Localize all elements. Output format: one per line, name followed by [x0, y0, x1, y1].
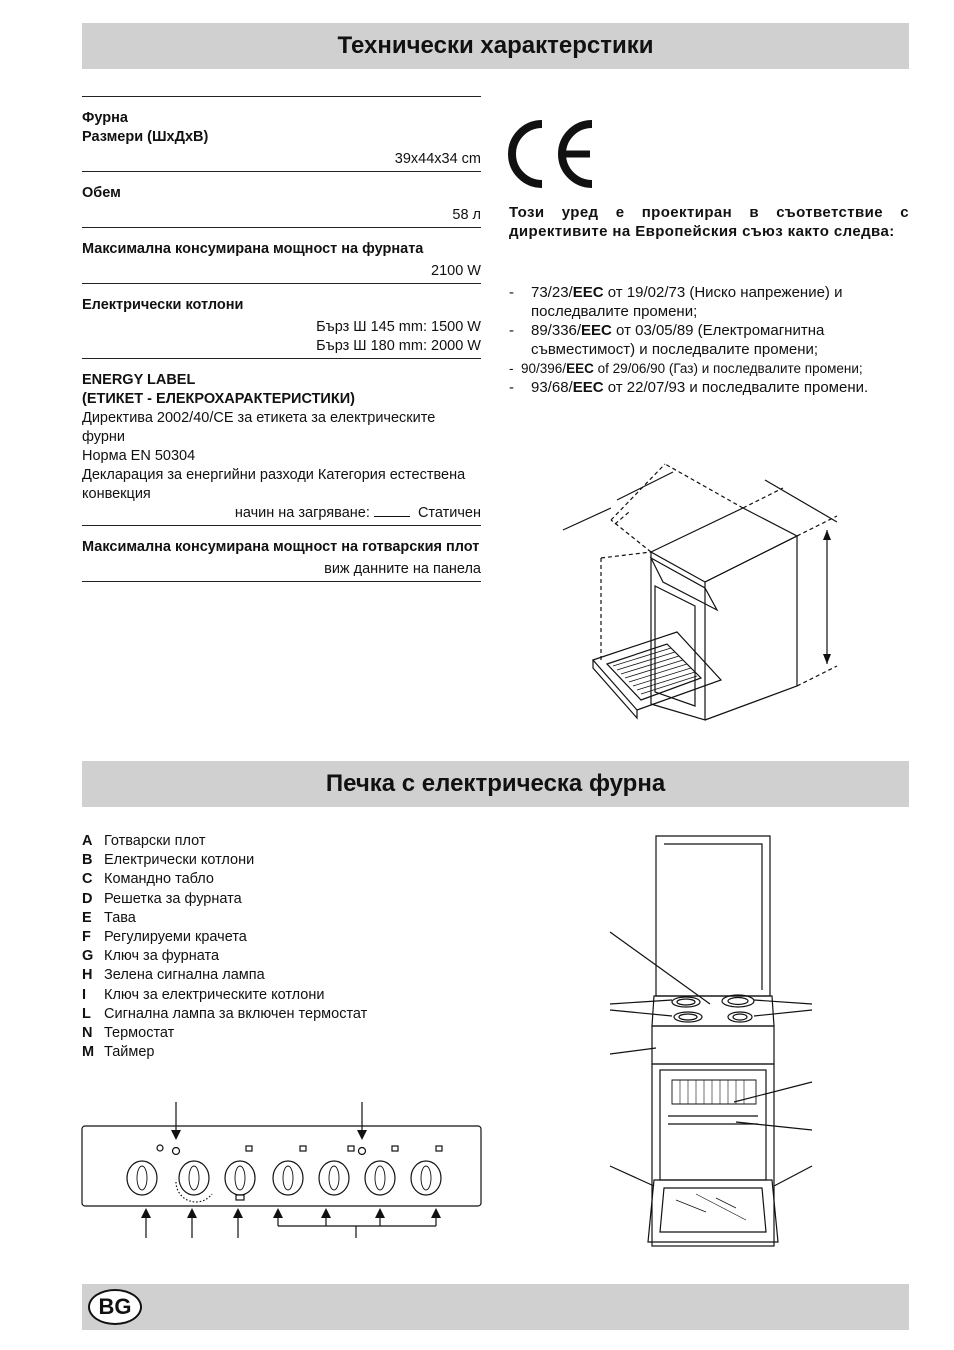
hotplates-label: Електрически котлони: [82, 297, 244, 313]
part-key: A: [82, 833, 93, 849]
heating-method: [82, 504, 481, 523]
directive-text: [531, 283, 909, 321]
dimensions-value: 39x44x34 cm: [394, 151, 481, 167]
directive-text: [531, 321, 909, 359]
hotplate-2-value: Бърз Ш 180 mm: 2000 W: [316, 338, 481, 354]
oven-power-value: 2100 W: [431, 263, 481, 279]
spec-oven-power: [82, 227, 481, 283]
part-key: H: [82, 967, 93, 984]
list-dash: -: [509, 379, 514, 396]
oven-power-label: Максимална консумирана мощност на фурната: [82, 241, 424, 257]
list-item: [82, 1005, 367, 1024]
list-item: [82, 870, 367, 889]
part-key: E: [82, 909, 92, 926]
list-item: [82, 851, 367, 870]
heating-blank-line: [374, 516, 410, 517]
part-label: Ключ за фурната: [104, 948, 220, 965]
list-item: [82, 890, 367, 909]
energy-label-subtitle: (ЕТИКЕТ - ЕЛЕКРОХАРАКТЕРИСТИКИ): [82, 391, 355, 407]
list-item: [82, 1024, 367, 1043]
oven-dimensions-drawing: [555, 460, 845, 722]
spec-hob-power: [82, 525, 481, 582]
directive-item: [509, 359, 909, 378]
part-label: Таймер: [104, 1044, 155, 1061]
part-label: Зелена сигнална лампа: [104, 967, 265, 984]
directive-item: [509, 378, 909, 397]
directive-text: [531, 378, 868, 397]
part-key: C: [82, 871, 93, 888]
parts-list: [82, 832, 367, 1062]
list-dash: -: [509, 322, 514, 339]
part-label: Сигнална лампа за включен термостат: [104, 1005, 368, 1022]
part-label: Тава: [104, 909, 136, 926]
part-key: G: [82, 948, 94, 965]
spec-dimensions: [82, 96, 481, 171]
dimensions-label: Размери (ШхДхВ): [82, 129, 209, 145]
specs-table: [82, 96, 481, 582]
section-title-specs: Технически характерстики: [337, 32, 654, 59]
list-item: [82, 947, 367, 966]
ce-statement: Този уред е проектиран в съответствие с директивите на Европейския съюз както следва:: [509, 204, 909, 240]
directive-eec: EEC: [572, 379, 604, 396]
list-dash: -: [509, 361, 514, 376]
oven-label: Фурна: [82, 110, 128, 126]
part-key: D: [82, 890, 93, 907]
cooker-drawing: [606, 828, 816, 1258]
directives-list: [509, 283, 909, 397]
energy-norm: Норма EN 50304: [82, 448, 196, 464]
volume-label: Обем: [82, 185, 121, 201]
directive-rest: of 29/06/90 (Газ) и последвалите промени;: [593, 361, 863, 376]
part-key: M: [82, 1044, 95, 1061]
part-key: I: [82, 986, 87, 1003]
heating-value: Статичен: [417, 505, 481, 521]
list-item: [82, 986, 367, 1005]
energy-directive: Директива 2002/40/CE за етикета за електрическите фурни: [82, 410, 436, 445]
directive-number: 93/68/: [531, 379, 573, 396]
part-key: F: [82, 929, 91, 946]
directive-item: [509, 283, 909, 321]
directive-eec: EEC: [581, 322, 612, 339]
part-key: L: [82, 1005, 91, 1022]
part-label: Термостат: [104, 1025, 175, 1042]
section-header-specs: [82, 23, 909, 69]
energy-declaration: Декларация за енергийни разходи Категория естествена конвекция: [82, 467, 466, 502]
part-label: Командно табло: [104, 871, 214, 888]
ce-mark-icon: [506, 118, 598, 190]
spec-energy-label: [82, 358, 481, 525]
directive-rest: от 19/02/73 (Ниско напрежение) и последвалите промени;: [531, 284, 843, 320]
language-badge: BG: [88, 1289, 142, 1325]
part-label: Готварски плот: [104, 833, 206, 849]
directive-rest: от 22/07/93 и последвалите промени.: [603, 379, 869, 396]
directive-number: 90/396/: [521, 361, 567, 376]
footer-band: [82, 1284, 909, 1330]
hob-power-value: виж данните на панела: [324, 561, 481, 577]
part-key: N: [82, 1025, 93, 1042]
section-title-cooker: Печка с електрическа фурна: [325, 770, 666, 797]
directive-eec: EEC: [572, 284, 604, 301]
part-key: B: [82, 852, 93, 869]
energy-label-title: ENERGY LABEL: [82, 372, 196, 388]
list-item: [82, 909, 367, 928]
spec-hotplates: [82, 283, 481, 358]
list-item: [82, 928, 367, 947]
list-dash: -: [509, 284, 514, 301]
directive-rest: от 03/05/89 (Електромагнитна съвместимост) и последвалите промени;: [531, 322, 825, 358]
list-item: [82, 832, 367, 851]
hotplate-1-value: Бърз Ш 145 mm: 1500 W: [316, 319, 481, 335]
list-item: [82, 966, 367, 985]
part-label: Регулируеми крачета: [104, 929, 247, 946]
part-label: Ключ за електрическите котлони: [104, 986, 325, 1003]
directive-number: 89/336/: [531, 322, 582, 339]
hob-power-label: Максимална консумирана мощност на готварския плот: [82, 539, 480, 555]
list-item: [82, 1043, 367, 1062]
spec-volume: [82, 171, 481, 227]
section-header-cooker: [82, 761, 909, 807]
part-label: Електрически котлони: [104, 852, 255, 869]
directive-number: 73/23/: [531, 284, 573, 301]
directive-item: [509, 321, 909, 359]
directive-eec: EEC: [566, 361, 594, 376]
heating-label: начин на загряване:: [234, 505, 370, 521]
control-panel-diagram: [80, 1098, 484, 1248]
part-label: Решетка за фурната: [104, 890, 242, 907]
volume-value: 58 л: [452, 207, 481, 223]
